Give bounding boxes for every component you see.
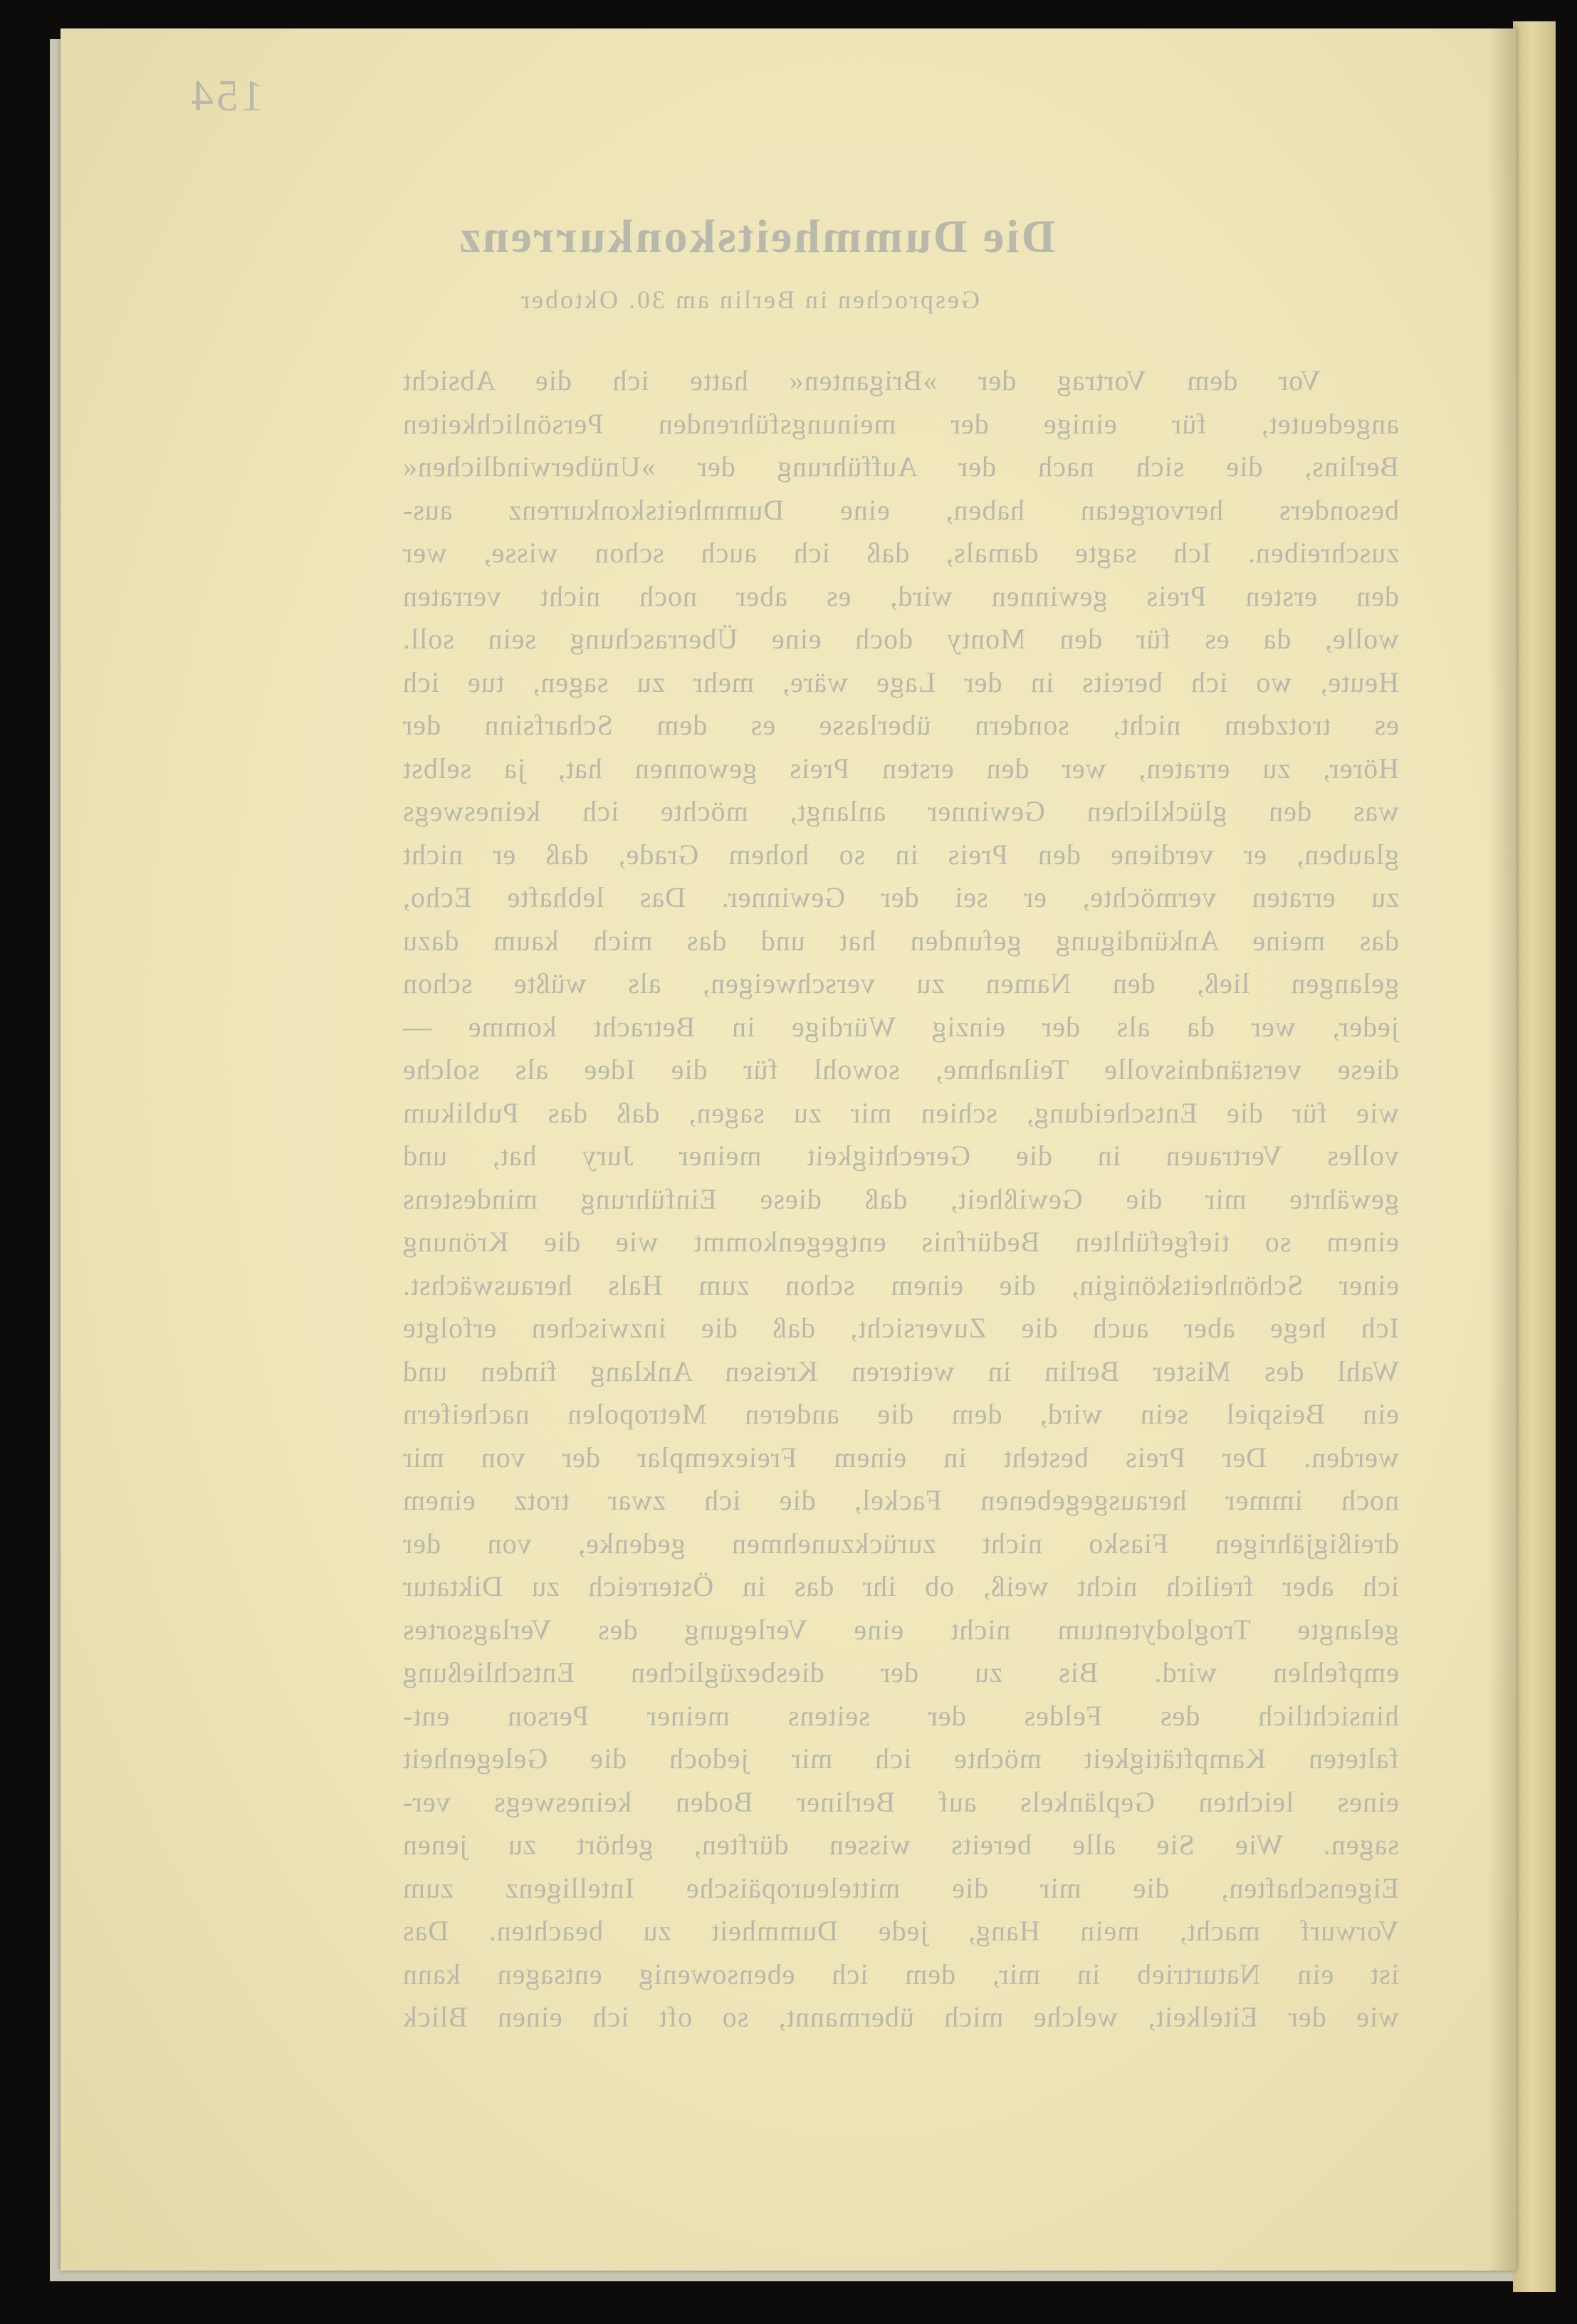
- text-line: das meine Ankündigung gefunden hat und das mich kaum dazu: [402, 924, 1399, 957]
- text-line: diese verständnisvolle Teilnahme, sowohl für die Idee als solche: [402, 1053, 1399, 1085]
- text-line: eines leichten Geplänkels auf Berliner Boden keineswegs ver-: [402, 1785, 1399, 1818]
- text-line: Berlins, die sich nach der Aufführung der »Unüberwindlichen«: [402, 451, 1399, 483]
- text-line: was den glücklichen Gewinner anlangt, möchte ich keineswegs: [402, 795, 1399, 827]
- adjacent-page-edge: [1513, 21, 1556, 2292]
- text-line: Vorwurf macht, mein Hang, jede Dummheit zu beachten. Das: [402, 1915, 1399, 1947]
- text-line: werden. Der Preis besteht in einem Freiexemplar der von mir: [402, 1441, 1399, 1473]
- text-line: hinsichtlich des Feldes der seitens meiner Person ent-: [402, 1699, 1399, 1732]
- text-line: gelangte Troglodytentum nicht eine Verlegung des Verlagsortes: [402, 1613, 1399, 1646]
- gutter-shadow: [1488, 28, 1516, 2271]
- text-line: gelangen ließ, den Namen zu verschweigen, als wüßte schon: [402, 967, 1399, 999]
- body-text: [402, 359, 1399, 2039]
- text-line: Ich hege aber auch die Zuversicht, daß die inzwischen erfolgte: [402, 1312, 1399, 1344]
- text-line: einer Schönheitskönigin, die einem schon zum Hals herauswächst.: [402, 1268, 1399, 1301]
- text-line: Hörer, zu erraten, wer den ersten Preis gewonnen hat, ja selbst: [402, 752, 1399, 784]
- text-line: wolle, da es für den Monty doch eine Überraschung sein soll.: [402, 623, 1399, 655]
- text-line: glauben, er verdiene den Preis in so hohem Grade, daß er nicht: [402, 838, 1399, 871]
- text-line: ist ein Naturtrieb in mir, dem ich ebensowenig entsagen kann: [402, 1957, 1399, 1990]
- page-title: Die Dummheitskonkurrenz: [457, 211, 1056, 263]
- text-line: dreißigjährigen Fiasko nicht zurückzunehmen gedenke, von der: [402, 1527, 1399, 1560]
- bleed-through-text: [61, 28, 1516, 2271]
- text-line: noch immer herausgegebenen Fackel, die ich zwar trotz einem: [402, 1484, 1399, 1516]
- text-line: ich aber freilich nicht weiß, ob ihr das in Österreich zu Diktatur: [402, 1570, 1399, 1602]
- paper-page: [61, 28, 1516, 2271]
- text-line: es trotzdem nicht, sondern überlasse es dem Scharfsinn der: [402, 709, 1399, 741]
- text-line: wie der Eitelkeit, welche mich übermannt, so oft ich einen Blick: [402, 2001, 1399, 2033]
- page-subtitle: Gesprochen in Berlin am 30. Oktober: [519, 285, 980, 314]
- page-number: 154: [189, 72, 263, 120]
- text-line: empfehlen wird. Bis zu der diesbezüglichen Entschließung: [402, 1656, 1399, 1688]
- text-line: Vor dem Vortrag der »Briganten« hatte ich die Absicht: [402, 364, 1321, 396]
- text-line: zu erraten vermöchte, er sei der Gewinner. Das lebhafte Echo,: [402, 881, 1399, 913]
- text-line: Heute, wo ich bereits in der Lage wäre, mehr zu sagen, tue ich: [402, 666, 1399, 698]
- text-line: falteten Kampftätigkeit möchte ich mir jedoch die Gelegenheit: [402, 1742, 1399, 1774]
- text-line: zuschreiben. Ich sagte damals, daß ich auch schon wisse, wer: [402, 537, 1399, 569]
- text-line: Eigenschaften, die mir die mitteleuropäische Intelligenz zum: [402, 1871, 1399, 1904]
- text-line: einem so tiefgefühlten Bedürfnis entgegenkommt wie die Krönung: [402, 1226, 1399, 1258]
- text-line: ein Beispiel sein wird, dem die anderen Metropolen nacheifern: [402, 1398, 1399, 1430]
- text-line: angedeutet, für einige der meinungsführenden Persönlichkeiten: [402, 407, 1399, 440]
- text-line: gewährte mir die Gewißheit, daß diese Einführung mindestens: [402, 1182, 1399, 1215]
- text-line: wie für die Entscheidung, schien mir zu sagen, daß das Publikum: [402, 1096, 1399, 1129]
- text-line: volles Vertrauen in die Gerechtigkeit meiner Jury hat, und: [402, 1140, 1399, 1172]
- text-line: besonders hervorgetan haben, eine Dummheitskonkurrenz aus-: [402, 493, 1399, 526]
- text-line: Wahl des Mister Berlin in weiteren Kreisen Anklang finden und: [402, 1355, 1399, 1387]
- text-line: den ersten Preis gewinnen wird, es aber noch nicht verraten: [402, 579, 1399, 612]
- text-line: jeder, wer da als der einzig Würdige in Betracht komme —: [402, 1010, 1399, 1043]
- text-line: sagen. Wie Sie alle bereits wissen dürften, gehört zu jenen: [402, 1829, 1399, 1861]
